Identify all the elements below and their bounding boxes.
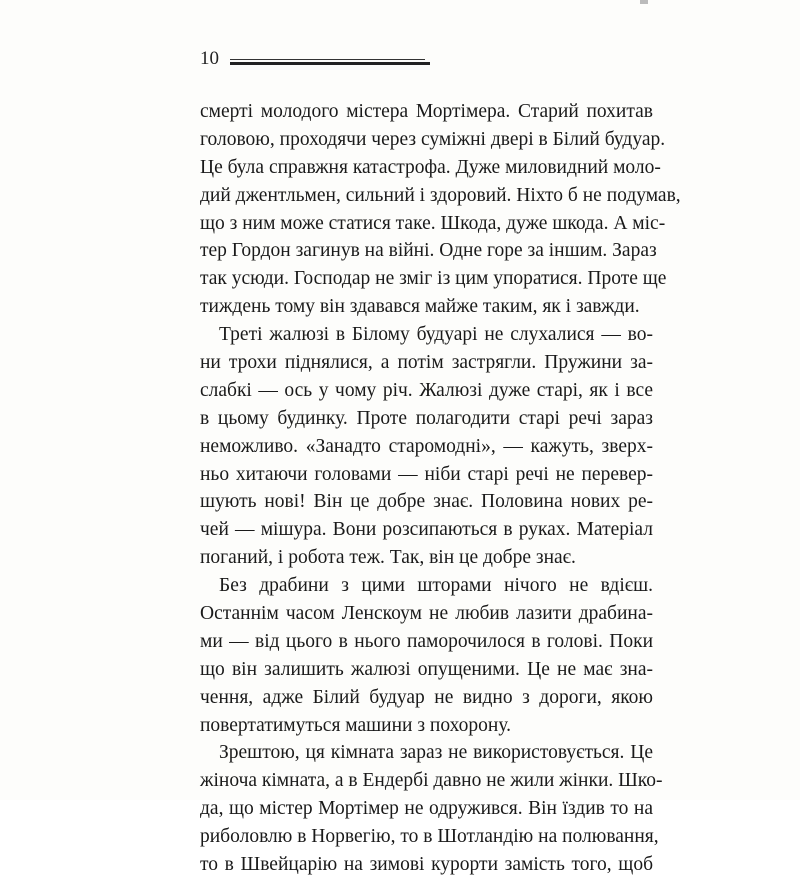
text-line: шують нові! Він це добре знає. Половина нових ре-	[200, 491, 653, 513]
text-line: смерті молодого містера Мортімера. Старий похитав	[200, 101, 653, 122]
text-line: жіноча кімната, а в Ендербі давно не жили жінки. Шко-	[200, 770, 663, 792]
text-line: ни трохи піднялися, а потім застрягли. Пружини за-	[200, 352, 653, 374]
text-line: слабкі — ось у чому річ. Жалюзі дуже старі, як і все	[200, 379, 653, 401]
text-line: Без драбини з цими шторами нічого не вдієш.	[219, 575, 653, 597]
text-line: дий джентльмен, сильний і здоровий. Ніхто б не подумав,	[200, 184, 681, 206]
text-line: Зрештою, ця кімната зараз не використовується. Це	[219, 742, 653, 764]
text-line: ньо хитаючи головами — ніби старі речі не перевер-	[200, 463, 653, 485]
text-line: то в Швейцарію на зимові курорти замість того, щоб	[200, 854, 653, 876]
running-header	[200, 46, 440, 72]
text-line: ми — від цього в нього паморочилося в голові. Поки	[200, 630, 653, 652]
text-line: тер Гордон загинув на війні. Одне горе за іншим. Зараз	[200, 240, 657, 262]
text-line: чення, адже Білий будуар не видно з дороги, якою	[200, 686, 653, 708]
text-line: в цьому будинку. Проте полагодити старі речі зараз	[200, 407, 653, 429]
text-line: неможливо. «Занадто старомодні», — кажуть, зверх-	[200, 435, 653, 457]
header-rule	[230, 59, 430, 65]
text-line: чей — мішура. Вони розсипаються в руках. Матеріал	[200, 519, 653, 541]
text-line: тиждень тому він здавався майже таким, як і завжди.	[200, 296, 640, 318]
text-line: поганий, і робота теж. Так, він це добре знає.	[200, 547, 576, 569]
text-line: Треті жалюзі в Білому будуарі не слухалися — во-	[219, 324, 653, 346]
text-line: риболовлю в Норвегію, то в Шотландію на полювання,	[200, 826, 659, 848]
page-number: 10	[200, 48, 219, 69]
text-line: що він залишить жалюзі опущеними. Це не має зна-	[200, 658, 653, 680]
scan-mark	[640, 0, 648, 4]
text-line: повертатимуться машини з похорону.	[200, 714, 512, 736]
text-line: Це була справжня катастрофа. Дуже миловидний моло-	[200, 156, 661, 178]
text-line: Останнім часом Ленскоум не любив лазити драбина-	[200, 603, 653, 625]
text-line: да, що містер Мортімер не одружився. Він їздив то на	[200, 798, 653, 820]
body-text	[200, 98, 681, 879]
text-line: так усюди. Господар не зміг із цим упоратися. Проте ще	[200, 268, 667, 290]
text-line: головою, проходячи через суміжні двері в Білий будуар.	[200, 128, 666, 150]
text-line: що з ним може статися таке. Шкода, дуже шкода. А міс-	[200, 212, 666, 234]
